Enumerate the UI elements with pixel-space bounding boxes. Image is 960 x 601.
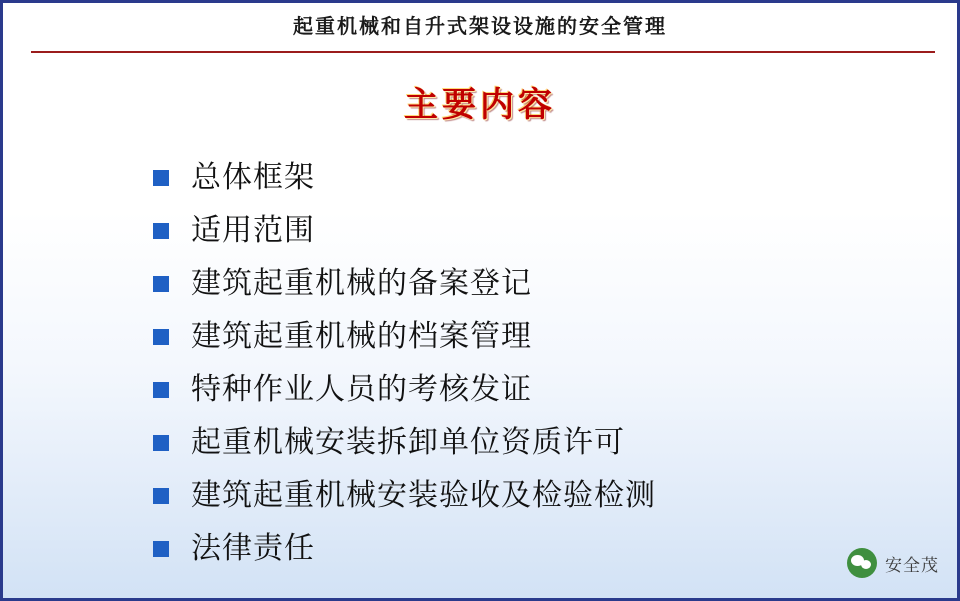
list-item-label: 特种作业人员的考核发证: [191, 371, 532, 407]
list-item-label: 起重机械安装拆卸单位资质许可: [191, 424, 625, 460]
list-item: [153, 204, 913, 257]
square-bullet-icon: [153, 329, 169, 345]
list-item: [153, 522, 913, 575]
list-item: [153, 151, 913, 204]
list-item-label: 适用范围: [191, 212, 315, 248]
header-title: 起重机械和自升式架设设施的安全管理: [293, 14, 667, 38]
square-bullet-icon: [153, 435, 169, 451]
slide-header: [3, 9, 957, 43]
page-title: 主要内容: [404, 85, 556, 125]
square-bullet-icon: [153, 170, 169, 186]
square-bullet-icon: [153, 276, 169, 292]
list-item: [153, 310, 913, 363]
header-divider: [31, 51, 935, 53]
watermark-label: 安全茂: [885, 555, 939, 576]
list-item-label: 法律责任: [191, 530, 315, 566]
list-item: [153, 469, 913, 522]
list-item-label: 建筑起重机械的备案登记: [191, 265, 532, 301]
watermark: [847, 548, 939, 578]
list-item-label: 建筑起重机械的档案管理: [191, 318, 532, 354]
list-item-label: 总体框架: [191, 159, 315, 195]
list-item: [153, 416, 913, 469]
square-bullet-icon: [153, 541, 169, 557]
list-item: [153, 257, 913, 310]
list-item-label: 建筑起重机械安装验收及检验检测: [191, 477, 656, 513]
wechat-logo-icon: [847, 548, 877, 578]
bullet-list: [153, 151, 913, 575]
list-item: [153, 363, 913, 416]
square-bullet-icon: [153, 382, 169, 398]
square-bullet-icon: [153, 488, 169, 504]
square-bullet-icon: [153, 223, 169, 239]
